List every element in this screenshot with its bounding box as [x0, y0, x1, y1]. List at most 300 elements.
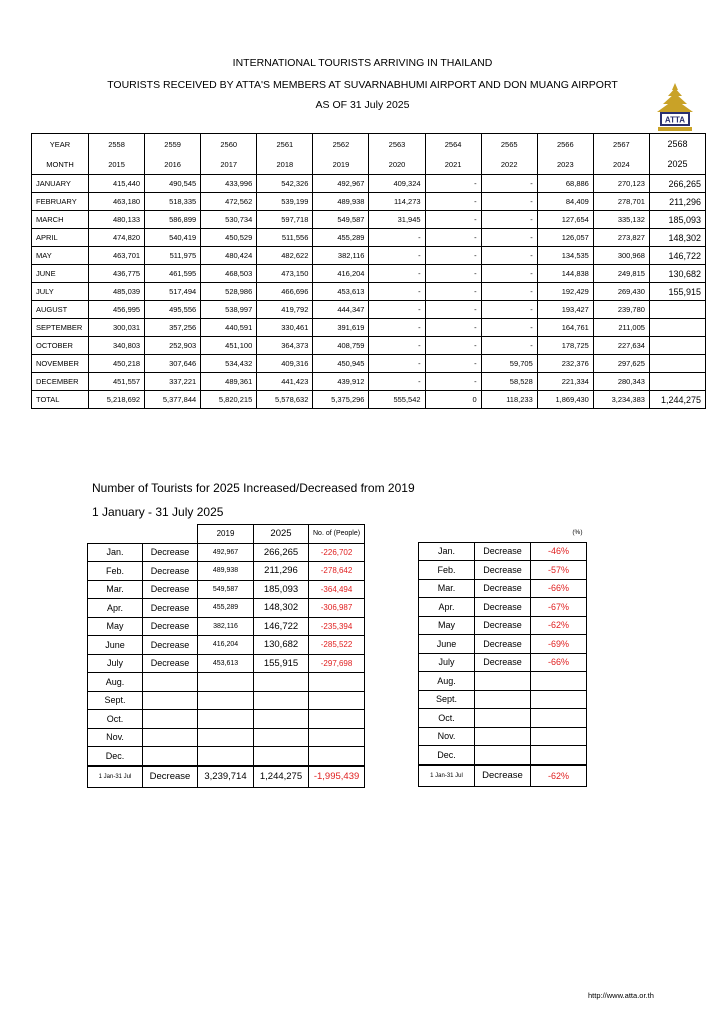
value-cell: 534,432 [201, 355, 257, 373]
percent-row [419, 746, 587, 765]
value-cell: 450,945 [313, 355, 369, 373]
status-cell [143, 710, 198, 729]
value-cell: 391,619 [313, 319, 369, 337]
percent-row [419, 672, 587, 691]
value-cell: 450,529 [201, 229, 257, 247]
thai-year-header: 2568 [649, 134, 705, 155]
diff-value [309, 673, 365, 692]
diff-value: -235,394 [309, 617, 365, 636]
value-cell: 597,718 [257, 211, 313, 229]
value-2019: 489,938 [198, 562, 254, 581]
month-cell: APRIL [32, 229, 89, 247]
month-cell: Mar. [419, 579, 475, 598]
comparison-row [88, 728, 365, 747]
diff-value: -306,987 [309, 599, 365, 618]
month-cell: AUGUST [32, 301, 89, 319]
atta-logo [651, 82, 699, 134]
value-cell: 482,622 [257, 247, 313, 265]
table-row [32, 337, 706, 355]
year-label: YEAR [32, 134, 89, 155]
value-cell: 232,376 [537, 355, 593, 373]
month-cell: OCTOBER [32, 337, 89, 355]
table-row [32, 193, 706, 211]
value-cell: 134,535 [537, 247, 593, 265]
status-cell [475, 727, 531, 746]
month-cell: Sept. [88, 691, 143, 710]
value-cell: - [425, 355, 481, 373]
status-cell: Decrease [475, 579, 531, 598]
status-cell [475, 746, 531, 765]
report-title: INTERNATIONAL TOURISTS ARRIVING IN THAILAND [232, 57, 493, 69]
month-cell: Aug. [88, 673, 143, 692]
percent-row [419, 690, 587, 709]
value-cell: 221,334 [537, 373, 593, 391]
thai-year-header: 2559 [145, 134, 201, 155]
month-cell: Sept. [419, 690, 475, 709]
status-cell: Decrease [475, 542, 531, 561]
percent-value: -67% [531, 598, 587, 617]
value-cell: 415,440 [89, 175, 145, 193]
value-cell: - [425, 283, 481, 301]
value-cell: 490,545 [145, 175, 201, 193]
value-cell: 480,424 [201, 247, 257, 265]
month-cell: Aug. [419, 672, 475, 691]
value-cell: 586,899 [145, 211, 201, 229]
status-cell: Decrease [475, 616, 531, 635]
month-cell: May [88, 617, 143, 636]
value-cell: 538,997 [201, 301, 257, 319]
thai-year-header: 2567 [593, 134, 649, 155]
value-2019: 382,116 [198, 617, 254, 636]
value-cell: 227,634 [593, 337, 649, 355]
percent-value: -46% [531, 542, 587, 561]
value-cell: 31,945 [369, 211, 425, 229]
diff-value [309, 747, 365, 766]
value-2019 [198, 673, 254, 692]
value-cell: 450,218 [89, 355, 145, 373]
percent-value: -57% [531, 561, 587, 580]
thai-year-header: 2560 [201, 134, 257, 155]
table-row [32, 355, 706, 373]
value-cell: - [369, 373, 425, 391]
table-row [32, 175, 706, 193]
value-cell: 433,996 [201, 175, 257, 193]
blank-cell [88, 525, 143, 544]
value-cell: 472,562 [201, 193, 257, 211]
thai-year-header: 2565 [481, 134, 537, 155]
status-cell: Decrease [143, 543, 198, 562]
value-cell: 492,967 [313, 175, 369, 193]
value-cell [649, 355, 705, 373]
value-cell: - [425, 229, 481, 247]
table-row [32, 319, 706, 337]
value-cell: 114,273 [369, 193, 425, 211]
month-cell: Nov. [419, 727, 475, 746]
month-cell: June [88, 636, 143, 655]
month-cell: Jan. [419, 542, 475, 561]
status-cell: Decrease [143, 562, 198, 581]
value-cell: - [369, 229, 425, 247]
blank-cell [419, 524, 475, 542]
value-cell: 211,005 [593, 319, 649, 337]
comparison-row [88, 654, 365, 673]
status-cell: Decrease [475, 765, 531, 787]
diff-value: -285,522 [309, 636, 365, 655]
value-cell: 1,869,430 [537, 391, 593, 409]
month-cell: Feb. [88, 562, 143, 581]
value-cell: 3,234,383 [593, 391, 649, 409]
value-cell: 451,100 [201, 337, 257, 355]
value-cell: 382,116 [313, 247, 369, 265]
status-cell [143, 691, 198, 710]
value-cell: 489,938 [313, 193, 369, 211]
value-cell: 1,244,275 [649, 391, 705, 409]
value-cell: 249,815 [593, 265, 649, 283]
value-cell: 211,296 [649, 193, 705, 211]
ad-year-header: 2019 [313, 154, 369, 175]
value-cell: 127,654 [537, 211, 593, 229]
value-cell: 330,461 [257, 319, 313, 337]
comparison-percent-table [418, 524, 587, 787]
value-cell: 5,375,296 [313, 391, 369, 409]
value-2025: 146,722 [254, 617, 309, 636]
month-cell: Oct. [419, 709, 475, 728]
report-date: AS OF 31 July 2025 [315, 99, 410, 111]
status-cell: Decrease [475, 653, 531, 672]
diff-value [309, 728, 365, 747]
value-cell: 463,701 [89, 247, 145, 265]
status-cell: Decrease [475, 598, 531, 617]
value-cell: - [481, 229, 537, 247]
comparison-header-row [88, 525, 365, 544]
value-cell: 0 [425, 391, 481, 409]
table-row [32, 265, 706, 283]
table-row [32, 211, 706, 229]
value-cell: 278,701 [593, 193, 649, 211]
thai-year-header: 2563 [369, 134, 425, 155]
month-cell: JULY [32, 283, 89, 301]
ad-year-header: 2023 [537, 154, 593, 175]
value-cell: 466,696 [257, 283, 313, 301]
thai-year-header: 2564 [425, 134, 481, 155]
month-cell: Jan. [88, 543, 143, 562]
value-cell: 130,682 [649, 265, 705, 283]
header-2019: 2019 [198, 525, 254, 544]
value-cell: 530,734 [201, 211, 257, 229]
value-2025 [254, 728, 309, 747]
value-cell: 193,427 [537, 301, 593, 319]
percent-row [419, 598, 587, 617]
comparison-row [88, 636, 365, 655]
value-cell: - [425, 301, 481, 319]
ad-year-header: 2016 [145, 154, 201, 175]
value-cell [649, 373, 705, 391]
percent-value: -62% [531, 765, 587, 787]
value-cell: - [481, 301, 537, 319]
month-label: MONTH [32, 154, 89, 175]
value-cell: 155,915 [649, 283, 705, 301]
comparison-row [88, 543, 365, 562]
status-cell [475, 709, 531, 728]
status-cell [143, 673, 198, 692]
value-2019: 492,967 [198, 543, 254, 562]
value-cell: - [369, 319, 425, 337]
value-cell: 118,233 [481, 391, 537, 409]
month-cell: Feb. [419, 561, 475, 580]
percent-value: -62% [531, 616, 587, 635]
diff-value [309, 691, 365, 710]
value-cell: 511,556 [257, 229, 313, 247]
status-cell [475, 672, 531, 691]
percent-row [419, 727, 587, 746]
value-cell: 5,578,632 [257, 391, 313, 409]
value-cell: 439,912 [313, 373, 369, 391]
value-cell: - [481, 175, 537, 193]
diff-value: -278,642 [309, 562, 365, 581]
month-cell: July [88, 654, 143, 673]
month-cell: Apr. [88, 599, 143, 618]
diff-value [309, 710, 365, 729]
value-cell: 440,591 [201, 319, 257, 337]
percent-row [419, 542, 587, 561]
value-cell: - [481, 193, 537, 211]
value-cell: 84,409 [537, 193, 593, 211]
value-cell: 252,903 [145, 337, 201, 355]
value-cell: 409,316 [257, 355, 313, 373]
value-cell: - [481, 265, 537, 283]
value-cell: 126,057 [537, 229, 593, 247]
value-cell: 518,335 [145, 193, 201, 211]
month-cell: MAY [32, 247, 89, 265]
value-2019: 549,587 [198, 580, 254, 599]
value-cell: - [425, 265, 481, 283]
percent-row [419, 616, 587, 635]
month-cell: SEPTEMBER [32, 319, 89, 337]
value-2025 [254, 691, 309, 710]
ad-year-header: 2021 [425, 154, 481, 175]
value-cell: 549,587 [313, 211, 369, 229]
value-cell: 178,725 [537, 337, 593, 355]
value-cell: - [425, 319, 481, 337]
value-cell: 273,827 [593, 229, 649, 247]
month-cell: July [419, 653, 475, 672]
month-cell: JANUARY [32, 175, 89, 193]
comparison-title: Number of Tourists for 2025 Increased/Decreased from 2019 [92, 481, 415, 495]
value-cell: 495,556 [145, 301, 201, 319]
value-2025: 1,244,275 [254, 766, 309, 788]
table-row [32, 247, 706, 265]
status-cell [143, 728, 198, 747]
value-cell: 68,886 [537, 175, 593, 193]
value-cell: 416,204 [313, 265, 369, 283]
value-cell [649, 319, 705, 337]
value-2025 [254, 710, 309, 729]
value-2019 [198, 728, 254, 747]
value-cell: 5,218,692 [89, 391, 145, 409]
value-cell: - [425, 373, 481, 391]
value-cell: 408,759 [313, 337, 369, 355]
month-cell: Dec. [419, 746, 475, 765]
value-2025 [254, 747, 309, 766]
header-row-ad-year [32, 154, 706, 175]
logo-text: ATTA [664, 115, 686, 125]
ad-year-header: 2020 [369, 154, 425, 175]
value-cell: 146,722 [649, 247, 705, 265]
value-cell: - [425, 193, 481, 211]
footer-url[interactable]: http://www.atta.or.th [588, 991, 654, 1000]
month-cell: June [419, 635, 475, 654]
monthly-arrivals-table [31, 133, 706, 409]
percent-unit: (%) [572, 529, 583, 537]
value-cell: - [369, 355, 425, 373]
diff-value: -1,995,439 [309, 766, 365, 788]
value-cell: 456,995 [89, 301, 145, 319]
status-cell [143, 747, 198, 766]
status-cell: Decrease [475, 635, 531, 654]
comparison-row [88, 691, 365, 710]
value-cell: 517,494 [145, 283, 201, 301]
value-2019: 453,613 [198, 654, 254, 673]
ad-year-header: 2018 [257, 154, 313, 175]
value-2025: 148,302 [254, 599, 309, 618]
value-cell: 297,625 [593, 355, 649, 373]
thai-year-header: 2562 [313, 134, 369, 155]
month-cell: Oct. [88, 710, 143, 729]
percent-value [531, 727, 587, 746]
thai-year-header: 2561 [257, 134, 313, 155]
value-cell: 5,820,215 [201, 391, 257, 409]
value-2025: 211,296 [254, 562, 309, 581]
value-cell: 409,324 [369, 175, 425, 193]
value-cell [649, 301, 705, 319]
value-cell: - [369, 337, 425, 355]
month-cell: 1 Jan-31 Jul [419, 765, 475, 787]
comparison-row [88, 562, 365, 581]
header-diff: No. of (People) [309, 525, 365, 544]
diff-value: -364,494 [309, 580, 365, 599]
value-cell: 192,429 [537, 283, 593, 301]
comparison-count-table [87, 524, 365, 788]
value-cell: - [481, 319, 537, 337]
value-cell: 451,557 [89, 373, 145, 391]
status-cell: Decrease [475, 561, 531, 580]
value-cell: 185,093 [649, 211, 705, 229]
value-cell: 468,503 [201, 265, 257, 283]
value-2025 [254, 673, 309, 692]
month-cell: 1 Jan-31 Jul [88, 766, 143, 788]
blank-cell [143, 525, 198, 544]
month-cell: May [419, 616, 475, 635]
ad-year-header: 2022 [481, 154, 537, 175]
value-cell: 473,150 [257, 265, 313, 283]
value-cell: 164,761 [537, 319, 593, 337]
table-row [32, 229, 706, 247]
status-cell: Decrease [143, 766, 198, 788]
table-row [32, 373, 706, 391]
value-cell: 485,039 [89, 283, 145, 301]
value-cell: 542,326 [257, 175, 313, 193]
value-2025: 185,093 [254, 580, 309, 599]
value-cell [649, 337, 705, 355]
table-row [32, 283, 706, 301]
comparison-period: 1 January - 31 July 2025 [92, 505, 224, 519]
value-cell: - [481, 337, 537, 355]
table-row [32, 391, 706, 409]
value-cell: 419,792 [257, 301, 313, 319]
value-2025: 266,265 [254, 543, 309, 562]
value-cell: - [481, 283, 537, 301]
value-cell: 455,289 [313, 229, 369, 247]
ad-year-header: 2015 [89, 154, 145, 175]
percent-value [531, 709, 587, 728]
value-cell: 269,430 [593, 283, 649, 301]
percent-row [419, 709, 587, 728]
thai-year-header: 2558 [89, 134, 145, 155]
percent-value [531, 672, 587, 691]
value-cell: 539,199 [257, 193, 313, 211]
value-cell: 280,343 [593, 373, 649, 391]
percent-row [419, 579, 587, 598]
comparison-total-row [88, 766, 365, 788]
report-subtitle: TOURISTS RECEIVED BY ATTA'S MEMBERS AT SUVARNABHUMI AIRPORT AND DON MUANG AIRPORT [107, 79, 618, 91]
month-cell: MARCH [32, 211, 89, 229]
value-cell: 489,361 [201, 373, 257, 391]
thai-year-header: 2566 [537, 134, 593, 155]
percent-value: -66% [531, 653, 587, 672]
month-cell: Mar. [88, 580, 143, 599]
value-cell: 480,133 [89, 211, 145, 229]
comparison-row [88, 710, 365, 729]
value-cell: 340,803 [89, 337, 145, 355]
value-cell: - [425, 175, 481, 193]
comparison-row [88, 580, 365, 599]
value-cell: 144,838 [537, 265, 593, 283]
percent-header-row [419, 524, 587, 542]
value-cell: 270,123 [593, 175, 649, 193]
ad-year-header: 2024 [593, 154, 649, 175]
percent-value: -66% [531, 579, 587, 598]
comparison-row [88, 747, 365, 766]
status-cell [475, 690, 531, 709]
value-cell: 5,377,844 [145, 391, 201, 409]
value-2019 [198, 747, 254, 766]
value-cell: 511,975 [145, 247, 201, 265]
value-cell: 540,419 [145, 229, 201, 247]
month-cell: NOVEMBER [32, 355, 89, 373]
diff-value: -226,702 [309, 543, 365, 562]
value-cell: 436,775 [89, 265, 145, 283]
value-cell: 555,542 [369, 391, 425, 409]
month-cell: FEBRUARY [32, 193, 89, 211]
value-cell: - [481, 247, 537, 265]
percent-value [531, 746, 587, 765]
value-cell: 461,595 [145, 265, 201, 283]
value-cell: 528,986 [201, 283, 257, 301]
percent-row [419, 635, 587, 654]
percent-total-row [419, 765, 587, 787]
value-cell: 463,180 [89, 193, 145, 211]
value-cell: 441,423 [257, 373, 313, 391]
value-cell: 266,265 [649, 175, 705, 193]
comparison-row [88, 599, 365, 618]
value-cell: - [425, 211, 481, 229]
value-cell: - [481, 211, 537, 229]
ad-year-header: 2025 [649, 154, 705, 175]
value-cell: 474,820 [89, 229, 145, 247]
month-cell: Apr. [419, 598, 475, 617]
value-2019: 416,204 [198, 636, 254, 655]
percent-row [419, 653, 587, 672]
